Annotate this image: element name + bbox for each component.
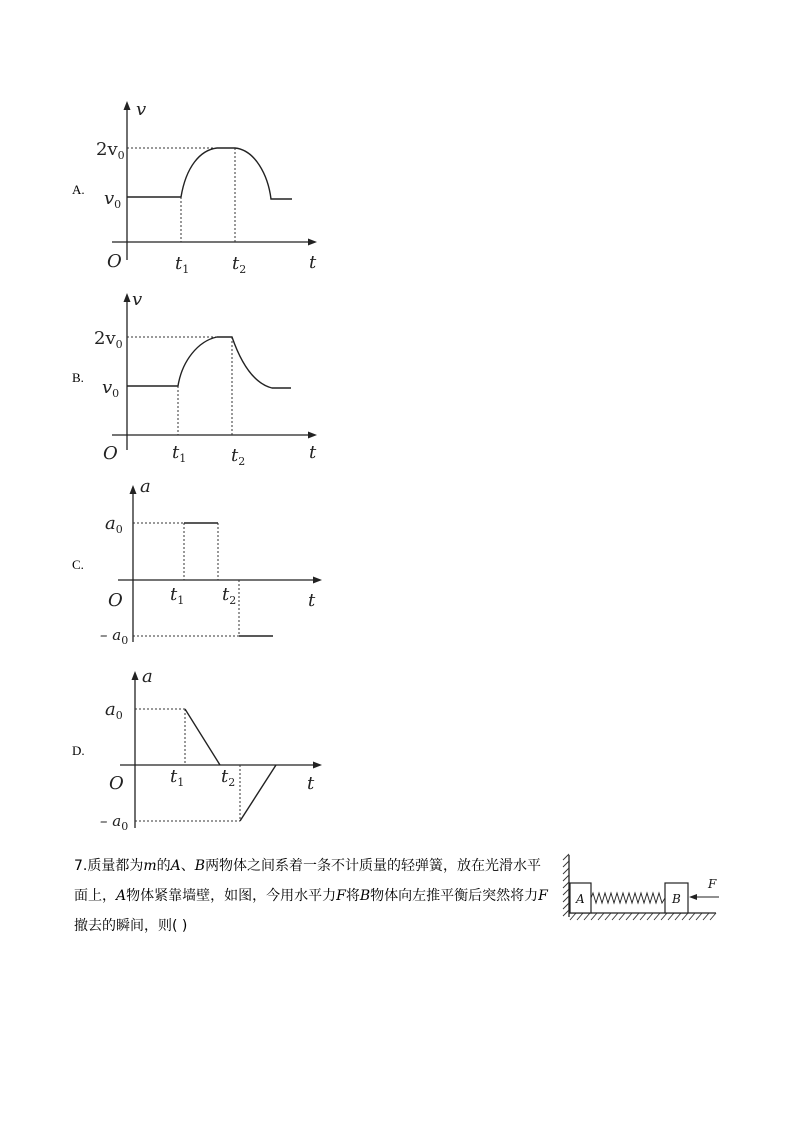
option-a-graph — [90, 95, 330, 280]
spring-blocks-figure — [562, 850, 727, 934]
floor-hatching — [570, 913, 716, 920]
velocity-curve — [127, 337, 291, 388]
x-axis-arrow — [308, 432, 317, 439]
level-high-label: $a_0$ — [105, 699, 123, 722]
x-axis-label: t — [309, 442, 317, 463]
block-a-label: A — [576, 892, 585, 906]
origin-label: O — [107, 251, 122, 272]
block-b-label: B — [672, 892, 681, 906]
t1-label: $t_1$ — [175, 253, 190, 276]
option-c-graph — [100, 472, 340, 657]
velocity-curve — [127, 148, 292, 199]
force-arrowhead — [689, 894, 697, 900]
spring — [591, 893, 665, 903]
option-d-graph — [100, 658, 340, 843]
origin-label: O — [109, 773, 124, 794]
y-axis-label: a — [142, 666, 153, 687]
level-low-label: $v_0$ — [102, 377, 120, 400]
level-low-label: – $a_0$ — [100, 812, 129, 833]
force-label: F — [708, 877, 717, 891]
option-b-graph — [90, 285, 330, 470]
x-axis-arrow — [313, 577, 322, 584]
accel-line-lower — [240, 765, 276, 821]
x-axis-label: t — [309, 252, 317, 273]
y-axis-arrow — [124, 101, 131, 110]
x-axis-label: t — [308, 590, 316, 611]
wall-hatching — [563, 854, 569, 916]
level-high-label: $2v_0$ — [94, 328, 123, 351]
t1-label: $t_1$ — [170, 766, 185, 789]
y-axis-label: v — [136, 99, 147, 120]
option-c-label: C. — [72, 557, 84, 572]
y-axis-label: v — [132, 289, 143, 310]
y-axis-arrow — [132, 671, 139, 680]
accel-line-upper — [185, 709, 220, 765]
question-7-text: 7.质量都为m的A、B两物体之间系着一条不计质量的轻弹簧，放在光滑水平面上，A物体紧靠墙壁，如图，今用水平力F将B物体向左推平衡后突然将力F撤去的瞬间，则( ) — [74, 858, 548, 934]
t2-label: $t_2$ — [222, 584, 237, 607]
x-axis-arrow — [313, 762, 322, 769]
t2-label: $t_2$ — [232, 253, 247, 276]
option-d-label: D. — [72, 743, 85, 758]
level-high-label: $2v_0$ — [96, 139, 125, 162]
t2-label: $t_2$ — [221, 766, 236, 789]
option-b-label: B. — [72, 370, 84, 385]
level-low-label: $v_0$ — [104, 188, 122, 211]
option-a-label: A. — [72, 182, 85, 197]
y-axis-arrow — [124, 293, 131, 302]
level-high-label: $a_0$ — [105, 513, 123, 536]
y-axis-arrow — [130, 485, 137, 494]
y-axis-label: a — [140, 476, 151, 497]
level-low-label: – $a_0$ — [100, 626, 129, 647]
t1-label: $t_1$ — [170, 584, 185, 607]
origin-label: O — [108, 590, 123, 611]
x-axis-arrow — [308, 239, 317, 246]
t2-label: $t_2$ — [231, 445, 246, 468]
origin-label: O — [103, 443, 118, 464]
x-axis-label: t — [307, 773, 315, 794]
t1-label: $t_1$ — [172, 442, 187, 465]
